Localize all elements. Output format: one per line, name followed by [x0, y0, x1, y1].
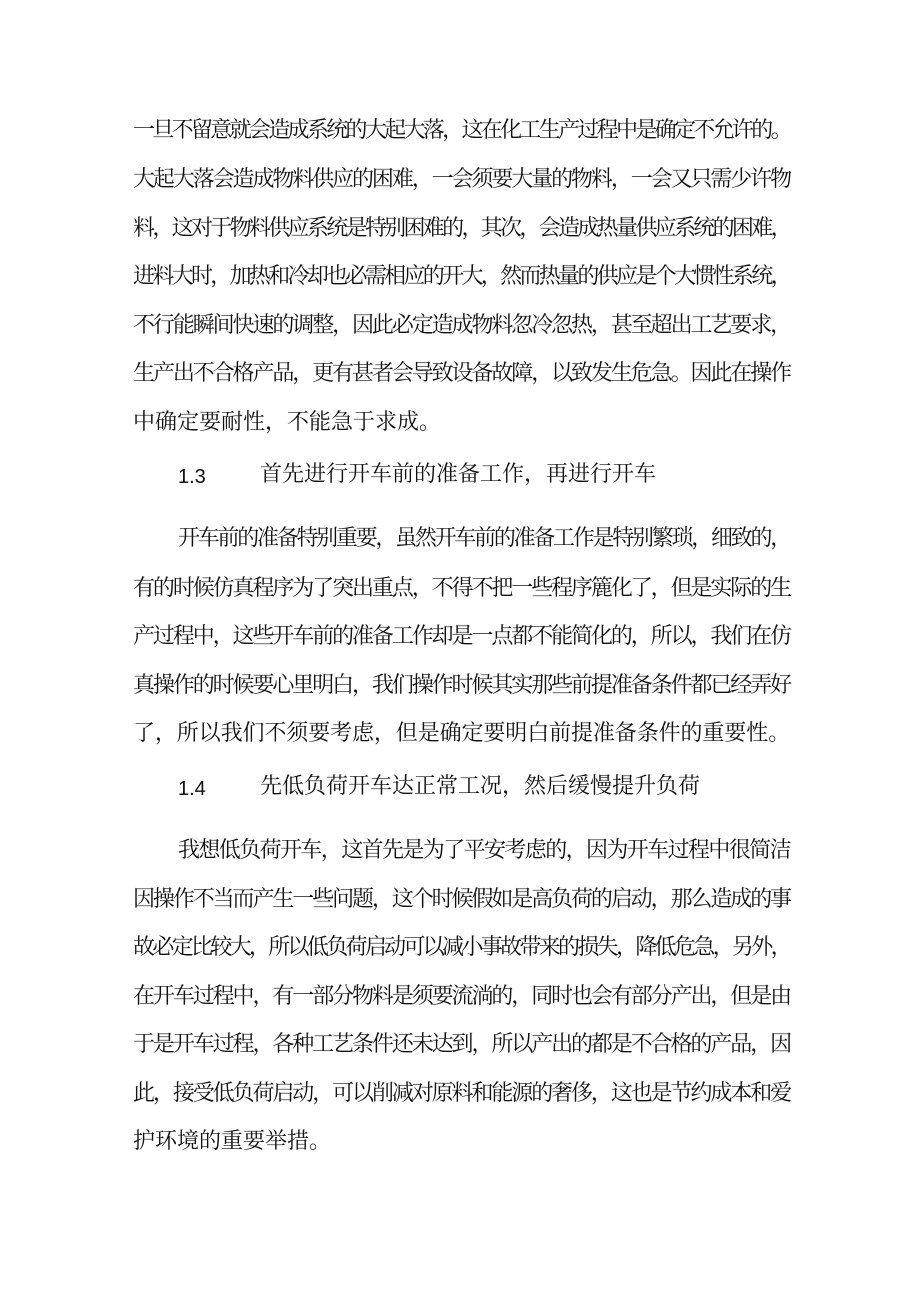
paragraph3-line: 在开车过程中，有一部分物料是须要流淌的，同时也会有部分产出，但是由	[133, 984, 791, 1009]
paragraph3-line: 于是开车过程，各种工艺条件还未达到，所以产出的都是不合格的产品，因	[133, 1032, 791, 1057]
paragraph1-line: 生产出不合格产品，更有甚者会导致设备故障，以致发生危急。因此在操作	[133, 361, 791, 386]
section-number: 1.3	[178, 466, 206, 488]
paragraph1-line: 中确定要耐性，不能急于求成。	[133, 410, 442, 435]
paragraph1-line: 一旦不留意就会造成系统的大起大落，这在化工生产过程中是确定不允许的。	[133, 118, 790, 143]
paragraph2-line: 真操作的时候要心里明白，我们操作时候其实那些前提准备条件都已经弄好	[133, 673, 791, 698]
paragraph1-line: 不行能瞬间快速的调整，因此必定造成物料忽冷忽热，甚至超出工艺要求，	[133, 313, 791, 338]
paragraph2-line: 开车前的准备特别重要，虽然开车前的准备工作是特别繁琐，细致的，	[178, 526, 790, 551]
paragraph1-line: 进料大时，加热和冷却也必需相应的开大，然而热量的供应是个大惯性系统，	[133, 264, 790, 289]
section-number: 1.4	[178, 778, 206, 800]
paragraph3-line: 护环境的重要举措。	[133, 1129, 332, 1154]
paragraph2-line: 产过程中，这些开车前的准备工作却是一点都不能简化的，所以，我们在仿	[133, 624, 791, 649]
paragraph3-line: 因操作不当而产生一些问题，这个时候假如是高负荷的启动，那么造成的事	[133, 887, 791, 912]
paragraph2-line: 了，所以我们不须要考虑，但是确定要明白前提准备条件的重要性。	[133, 721, 791, 746]
paragraph2-line: 有的时候仿真程序为了突出重点，不得不把一些程序簏化了，但是实际的生	[133, 576, 791, 601]
section-heading: 先低负荷开车达正常工况，然后缓慢提升负荷	[260, 774, 701, 799]
paragraph1-line: 料，这对于物料供应系统是特别困难的，其次，会造成热量供应系统的困难，	[133, 216, 790, 241]
paragraph3-line: 我想低负荷开车，这首先是为了平安考虑的，因为开车过程中很简洁	[178, 838, 791, 863]
paragraph1-line: 大起大落会造成物料供应的困难，一会须要大量的物料，一会又只需少许物	[133, 167, 791, 192]
paragraph3-line: 故必定比较大，所以低负荷启动可以减小事故带来的损失，降低危急，另外，	[133, 935, 790, 960]
paragraph3-line: 此，接受低负荷启动，可以削减对原料和能源的奢侈，这也是节约成本和爱	[133, 1081, 791, 1106]
section-heading: 首先进行开车前的准备工作，再进行开车	[260, 462, 657, 487]
